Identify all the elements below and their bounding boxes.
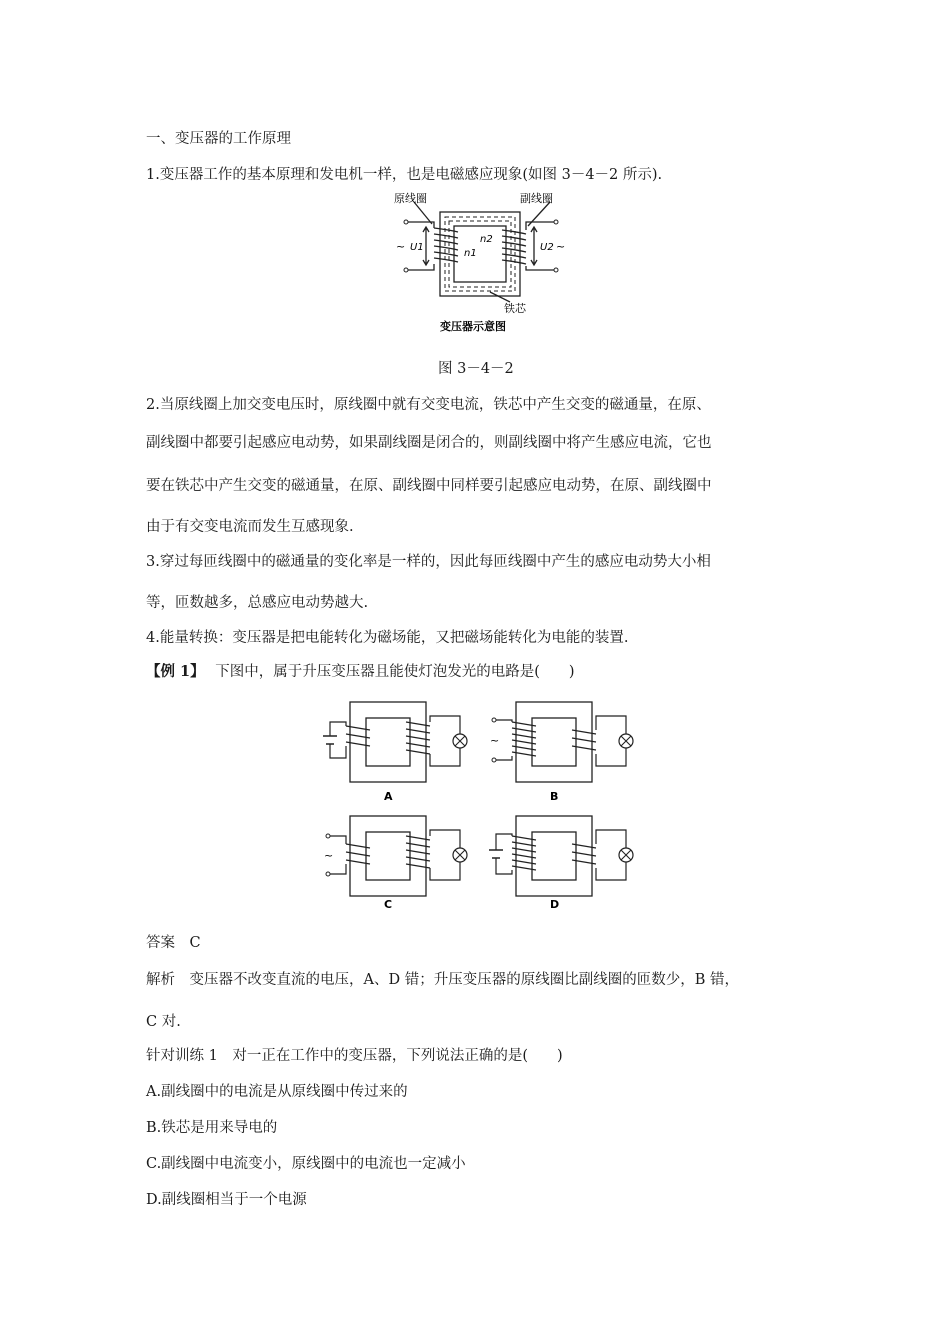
transformer-schematic-figure <box>392 190 572 336</box>
option-label-b: B <box>550 790 559 803</box>
option-label-a: A <box>384 790 393 803</box>
example-analysis-line-1: 解析 变压器不改变直流的电压，A、D 错；升压变压器的原线圈比副线圈的匝数少，B 错， <box>146 972 739 988</box>
example-analysis-line-2: C 对. <box>146 1014 181 1030</box>
paragraph-2-line-3: 要在铁芯中产生交变的磁通量，在原、副线圈中同样要引起感应电动势，在原、副线圈中 <box>146 478 712 494</box>
secondary-coil-label: 副线圈 <box>520 192 553 205</box>
practice-question: 针对训练 1 对一正在工作中的变压器，下列说法正确的是( ) <box>146 1048 563 1064</box>
practice-option-d: D.副线圈相当于一个电源 <box>146 1192 307 1208</box>
figure-title: 变压器示意图 <box>440 320 506 333</box>
turns-n1-label: n1 <box>464 248 477 259</box>
paragraph-2-line-2: 副线圈中都要引起感应电动势，如果副线圈是闭合的，则副线圈中将产生感应电流，它也 <box>146 435 712 451</box>
example-question-text: 下图中，属于升压变压器且能使灯泡发光的电路是( ) <box>215 664 575 680</box>
example-question <box>146 662 575 682</box>
practice-option-a: A.副线圈中的电流是从原线圈中传过来的 <box>146 1084 408 1100</box>
svg-text:~: ~ <box>324 849 334 862</box>
circuit-b <box>490 702 633 803</box>
example-tag: 【例 1】 <box>146 663 205 680</box>
paragraph-2-line-4: 由于有交变电流而发生互感现象. <box>146 519 354 535</box>
paragraph-2-line-1: 2.当原线圈上加交变电压时，原线圈中就有交变电流，铁芯中产生交变的磁通量，在原、 <box>146 397 711 413</box>
voltage-u1-label: U1 <box>410 242 424 253</box>
circuit-a <box>323 702 467 803</box>
core-label: 铁芯 <box>504 302 526 315</box>
svg-text:~: ~ <box>490 734 500 747</box>
voltage-u2-label: U2 <box>540 242 554 253</box>
figure-caption: 图 3－4－2 <box>438 361 514 377</box>
primary-coil-label: 原线圈 <box>394 192 427 205</box>
ac-symbol-right: ~ <box>556 240 566 253</box>
paragraph-3-line-2: 等，匝数越多，总感应电动势越大. <box>146 595 369 611</box>
option-label-c: C <box>384 898 393 911</box>
circuit-d <box>489 816 633 911</box>
example-answer: 答案 C <box>146 935 201 951</box>
paragraph-3-line-1: 3.穿过每匝线圈中的磁通量的变化率是一样的，因此每匝线圈中产生的感应电动势大小相 <box>146 554 711 570</box>
paragraph-4: 4.能量转换：变压器是把电能转化为磁场能，又把磁场能转化为电能的装置. <box>146 630 629 646</box>
paragraph-1: 1.变压器工作的基本原理和发电机一样，也是电磁感应现象(如图 3－4－2 所示). <box>146 167 663 183</box>
circuit-c <box>324 816 467 911</box>
ac-symbol-left: ~ <box>396 240 406 253</box>
practice-option-c: C.副线圈中电流变小，原线圈中的电流也一定减小 <box>146 1156 466 1172</box>
section-title: 一、变压器的工作原理 <box>146 131 291 147</box>
circuit-options-figure <box>320 696 640 920</box>
practice-option-b: B.铁芯是用来导电的 <box>146 1120 278 1136</box>
option-label-d: D <box>550 898 560 911</box>
turns-n2-label: n2 <box>480 234 493 245</box>
